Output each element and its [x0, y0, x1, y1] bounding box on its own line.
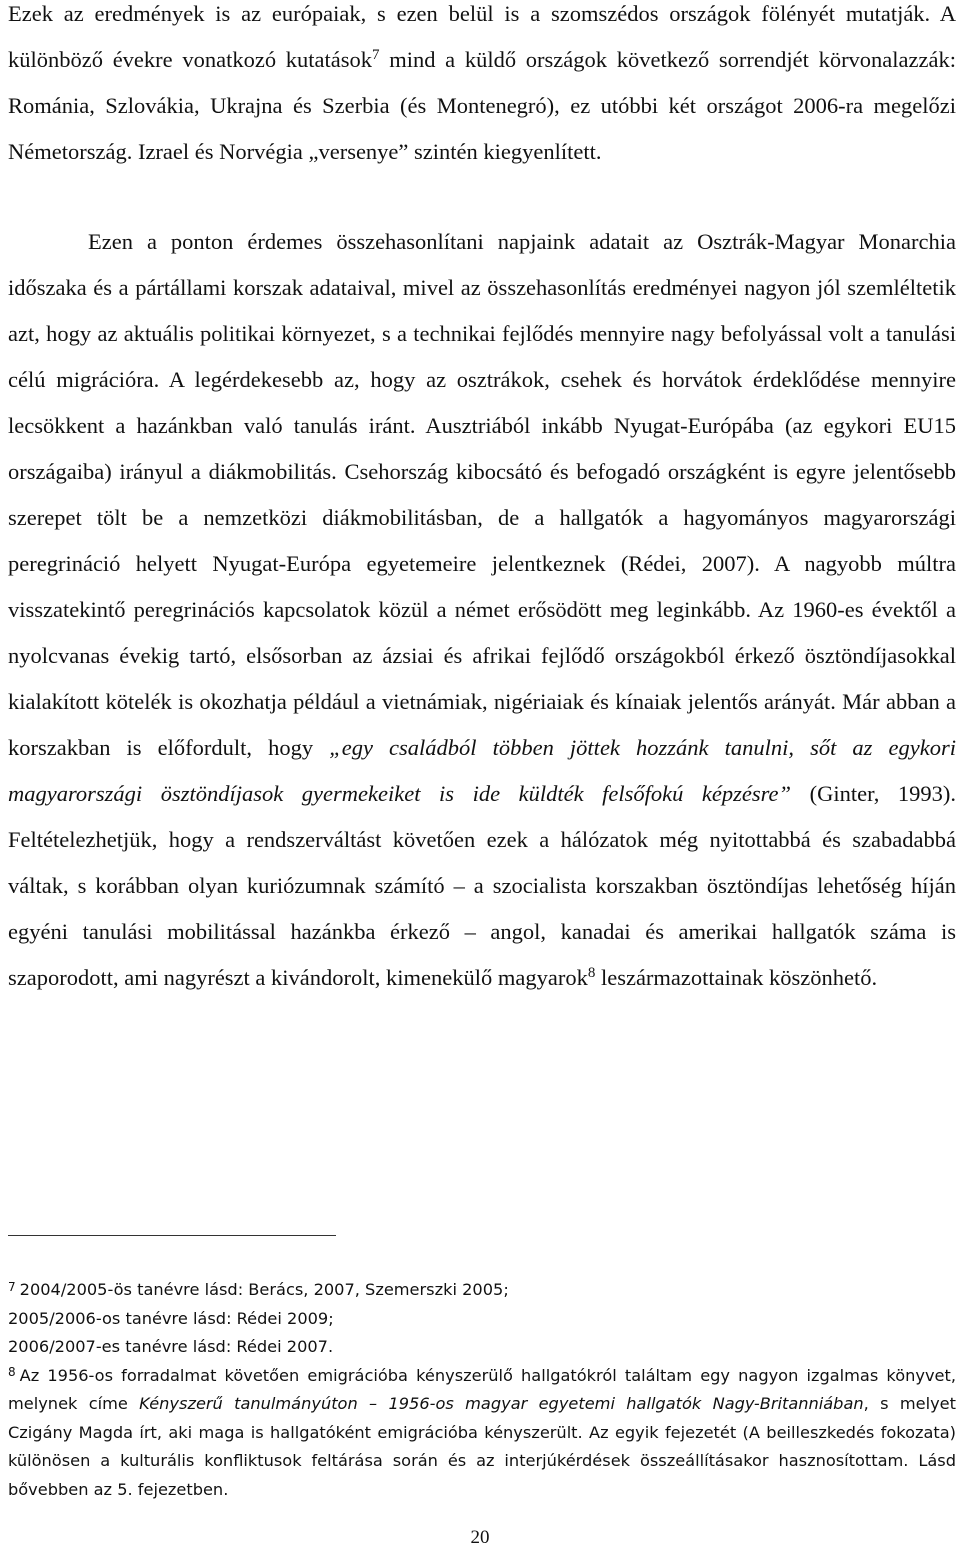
footnote-separator: [8, 1235, 336, 1236]
paragraph-2-text-b: (Ginter, 1993). Feltételezhetjük, hogy a rendszerváltást követően ezek a hálózatok még nyitottabbá és szabadabbá váltak, s korábban olyan kuriózumnak számító – a szocialista korszakban ösztöndíjas lehetőség híján egyéni tanulási mobilitással hazánkba érkező – angol, kanadai és amerikai hallgatók száma is szaporodott, ami nagyrészt a kivándorolt, kimenekülő magyarok: [8, 781, 956, 990]
footnote-ref-8[interactable]: 8: [587, 964, 596, 981]
paragraph-1: [8, 0, 956, 175]
footnote-7: [8, 1276, 956, 1362]
footnote-7-line-1: [8, 1276, 956, 1305]
footnotes: [8, 1276, 956, 1504]
footnote-8-text-b: , s melyet Czigány Magda írt, aki maga is hallgatóként emigrációba kényszerült. Az egyik fejezetét (A beilleszkedés fokozata) különösen a kulturális konfliktusok feltárása során és az interjúkérdések összeállításakor hasznosítottam. Lásd bővebben az 5. fejezetben.: [8, 1394, 956, 1499]
footnote-7-line-3: 2006/2007-es tanévre lásd: Rédei 2007.: [8, 1337, 334, 1356]
footnote-8: [8, 1362, 956, 1505]
paragraph-2-text-c: leszármazottainak köszönhető.: [595, 965, 878, 990]
footnote-8-number: 8: [8, 1365, 16, 1380]
paragraph-2: [8, 219, 956, 1001]
footnote-8-text-a: Az 1956-os forradalmat követően emigrációba kényszerülő hallgatókról találtam egy nagyon izgalmas könyvet, melynek címe: [8, 1365, 956, 1413]
footnote-7-text-1: 2004/2005-ös tanévre lásd: Berács, 2007, Szemerszki 2005;: [19, 1280, 509, 1299]
footnote-ref-7[interactable]: 7: [372, 46, 380, 63]
footnote-7-number: 7: [8, 1279, 16, 1294]
footnote-8-book-title: Kényszerű tanulmányúton – 1956-os magyar egyetemi hallgatók Nagy-Britanniában: [139, 1394, 864, 1413]
paragraph-1-text-b: mind a küldő országok következő sorrendjét körvonalazzák: Románia, Szlovákia, Ukrajna és Szerbia (és Montenegró), ez utóbbi két országot 2006-ra megelőzi Németország. Izrael és Norvégia „versenye” szintén kiegyenlített.: [8, 47, 956, 164]
footnote-7-line-2: 2005/2006-os tanévre lásd: Rédei 2009;: [8, 1308, 334, 1328]
paragraph-1-text-a: Ezek az eredmények is az európaiak, s ezen belül is a szomszédos országok fölényét mutatják. A különböző évekre vonatkozó kutatások: [8, 1, 956, 72]
page-number: 20: [470, 1527, 490, 1548]
paragraph-2-text-a: Ezen a ponton érdemes összehasonlítani napjaink adatait az Osztrák-Magyar Monarchia időszaka és a pártállami korszak adataival, mivel az összehasonlítás eredményei nagyon jól szemléltetik azt, hogy az aktuális politikai környezet, s a technikai fejlődés mennyire nagy befolyással volt a tanulási célú migrációra. A legérdekesebb az, hogy az osztrákok, csehek és horvátok érdeklődése mennyire lecsökkent a hazánkban való tanulás iránt. Ausztriából inkább Nyugat-Európába (az egykori EU15 országaiba) irányul a diákmobilitás. Csehország kibocsátó és befogadó országként is egyre jelentősebb szerepet tölt be a nemzetközi diákmobilitásban, de a hallgatók a hagyományos magyarországi peregrináció helyett Nyugat-Európa egyetemeire jelentkeznek (Rédei, 2007). A nagyobb múltra visszatekintő peregrinációs kapcsolatok közül a német erősödött meg leginkább. Az 1960-es évektől a nyolcvanas évekig tartó, elsősorban az ázsiai és afrikai fejlődő országokból érkező ösztöndíjasokkal kialakított kötelék is okozhatja például a vietnámiak, nigériaiak és kínaiak jelentős arányát. Már abban a korszakban is előfordult, hogy: [8, 229, 956, 760]
paragraph-2-quote: „egy családból többen jöttek hozzánk tanulni, sőt az egykori magyarországi ösztöndíjasok gyermekeiket is ide küldték felsőfokú képzésre”: [8, 735, 956, 806]
